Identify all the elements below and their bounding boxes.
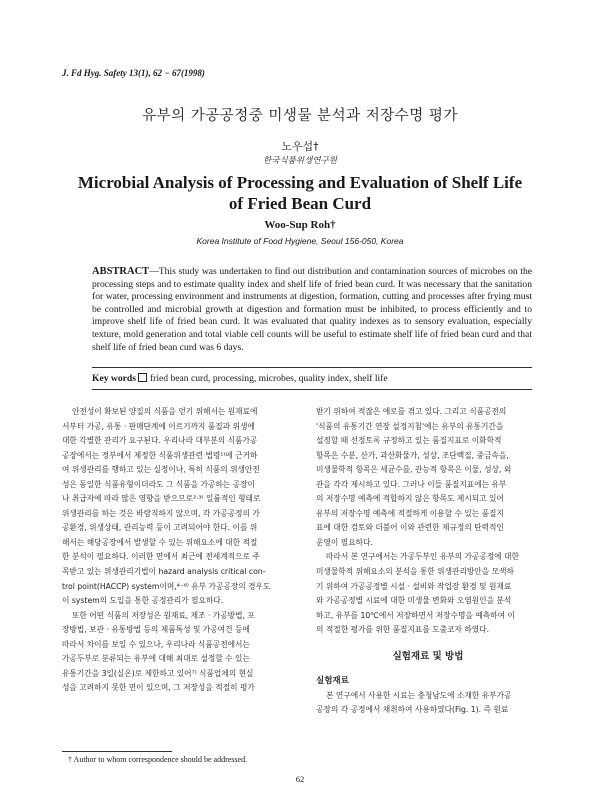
text-line: 안전성이 확보된 양질의 식품을 얻기 위해서는 원재료에 [72,407,258,416]
text-line: 따라서 차이를 보일 수 있으나, 우리나라 식품공전에서는 [62,639,250,649]
keywords-bottom-rule [92,389,532,390]
text-line: 가공두부로 분류되는 유부에 대해 최대로 설정할 수 있는 [62,654,250,664]
text-line: 기 위하여 가공공정별 시설 · 설비와 작업장 환경 및 원재료 [316,581,512,591]
page-number: 62 [295,774,305,784]
text-line: 서부터 가공, 유통 · 판매단계에 이르기까지 품질과 위생에 [62,421,255,431]
text-line: 공장에서는 정부에서 제정한 식품위생관련 법령¹⁾에 근거하 [62,450,258,460]
korean-affiliation: 한국식품위생연구원 [263,156,337,166]
text-line: 성을 고려하지 못한 면이 있으며, 그 저장성을 적절히 평가 [62,683,255,693]
keywords-text: fried bean curd, processing, microbes, quality index, shelf life [149,373,388,384]
korean-author: 노우섭† [281,140,319,153]
abstract [92,266,532,354]
text-line: trol point(HACCP) system이며,⁴⁻⁶⁾ 유부 가공공장의 경우도 [62,581,271,591]
paragraph [316,550,540,637]
text-line: 여 위생관리를 행하고 있는 실정이나, 특히 식품의 위생안전 [62,465,260,475]
paragraph [316,405,540,550]
text-line: 유부의 저장수명 예측에 적절하게 이용할 수 있는 품질지 [316,508,504,518]
right-column [316,405,540,718]
section-heading: 실험재료 및 방법 [392,650,464,662]
text-line: 미생물학적 위해요소의 분석을 통한 위생관리방안을 모색하 [316,567,514,577]
text-line: 성은 동일한 식품유형이더라도 그 식품을 가공하는 공장이 [62,479,255,489]
text-line: '식품의 유통기간 연장 설정지침'에는 유부의 유통기간을 [316,421,504,431]
english-title-line-2: of Fried Bean Curd [228,194,372,213]
text-line: 미생물학적 항목은 세균수를, 관능적 항목은 이물, 성상, 외 [316,465,512,475]
text-line: 하고, 유부를 10℃에서 저장하면서 저장수명을 예측하여 이 [316,610,515,620]
text-line: 목받고 있는 위생관리기법이 hazard analysis critical con- [62,567,266,577]
keywords-label: Key words [92,373,136,384]
paragraph [316,689,540,718]
text-line: 본 연구에서 사용한 시료는 충청남도에 소재한 유부가공 [326,690,512,700]
journal-citation: J. Fd Hyg. Safety 13(1), 62 − 67(1998) [62,68,205,78]
text-line: 받기 위하여 적잖은 애로를 겪고 있다. 그리고 식품공전의 [316,407,507,416]
text-line: 공환경, 위생상태, 관리능력 등이 고려되어야 한다. 이를 위 [62,523,258,533]
text-line: 공장의 각 공정에서 채취하여 사용하였다(Fig. 1). 즉 원료 [316,705,509,715]
text-line: 유통기간을 3일(실온)로 제한하고 있어⁷⁾ 식품업체의 현실 [62,668,254,678]
korean-title: 유부의 가공공정중 미생물 분석과 저장수명 평가 [142,108,458,124]
text-line: 설정할 때 선정토록 규정하고 있는 품질지표로 이화학적 [316,436,502,446]
english-author: Woo-Sup Roh† [264,219,336,231]
text-line: 운영이 필요하다. [316,537,373,547]
text-line: 장방법, 보관 · 유통방법 등의 제품특성 및 가공여건 등에 [62,625,250,635]
footnote: † Author to whom correspondence should be addressed. [68,755,248,764]
english-title [0,172,600,214]
footnote-rule [62,751,172,752]
keywords [92,373,532,384]
checkbox-square-icon [138,373,147,382]
text-line: 해서는 해당공장에서 발생할 수 있는 위해요소에 대한 적절 [62,537,258,547]
text-line: 의 저장수명 예측에 적합하지 않은 항목도 제시되고 있어 [316,494,504,504]
abstract-text: —This study was undertaken to find out distribution and contamination sources of microbes on the processing steps and to estimate quality index and shelf life of fried bean curd. It was necessary that the sanitation for water, processing environment and instruments at digestion, formation, cutting and processes after frying must be controlled and microbial growth at digestion and formation must be inhibited, to process efficiently and to improve shelf life of fried bean curd. It was evaluated that quality indexes as to sensory evaluation, especially texture, mold generation and total viable cell counts will be useful to estimate shelf life of fried bean curd and that shelf life of fried bean curd was 6 days. [92,266,532,353]
text-line: 나 취급자에 따라 많은 영향을 받으므로²·³⁾ 일률적인 형태로 [62,494,261,504]
text-line: 관을 각각 제시하고 있다. 그러나 이들 품질지표에는 유부 [316,479,507,489]
text-line: 대한 각별한 관리가 요구된다. 우리나라 대부분의 식품가공 [62,436,258,446]
left-column [62,405,286,696]
subsection-heading: 실험재료 [316,676,349,687]
text-line: 항목은 수분, 산가, 과산화물가, 성상, 조단백질, 중금속을, [316,450,509,460]
keywords-top-rule [92,367,532,368]
english-title-line-1: Microbial Analysis of Processing and Evaluation of Shelf Life [77,173,523,192]
intro-paragraph [62,405,286,696]
english-affiliation: Korea Institute of Food Hygiene, Seoul 156-050, Korea [196,236,404,246]
abstract-label: ABSTRACT [92,266,150,277]
text-line: 의 적절한 평가를 위한 품질지표를 도출코자 하였다. [316,625,490,635]
text-line: 한 분석이 필요하다. 이러한 면에서 최근에 전세계적으로 주 [62,552,260,562]
text-line: 따라서 본 연구에서는 가공두부인 유부의 가공공정에 대한 [326,552,519,562]
text-line: 표에 대한 검토와 더불어 이와 관련한 제규정의 탄력적인 [316,523,504,533]
text-line: 또한 어떤 식품의 저장성은 원재료, 제조 · 가공방법, 포 [72,610,255,620]
text-line: 위생관리를 하는 것은 바람직하지 않으며, 각 가공공정의 가 [62,508,260,518]
text-line: 와 가공공정별 시료에 대한 미생물 변화와 오염원인을 분석 [316,596,512,606]
text-line: 이 system의 도입을 통한 공정관리가 필요하다. [62,596,224,606]
